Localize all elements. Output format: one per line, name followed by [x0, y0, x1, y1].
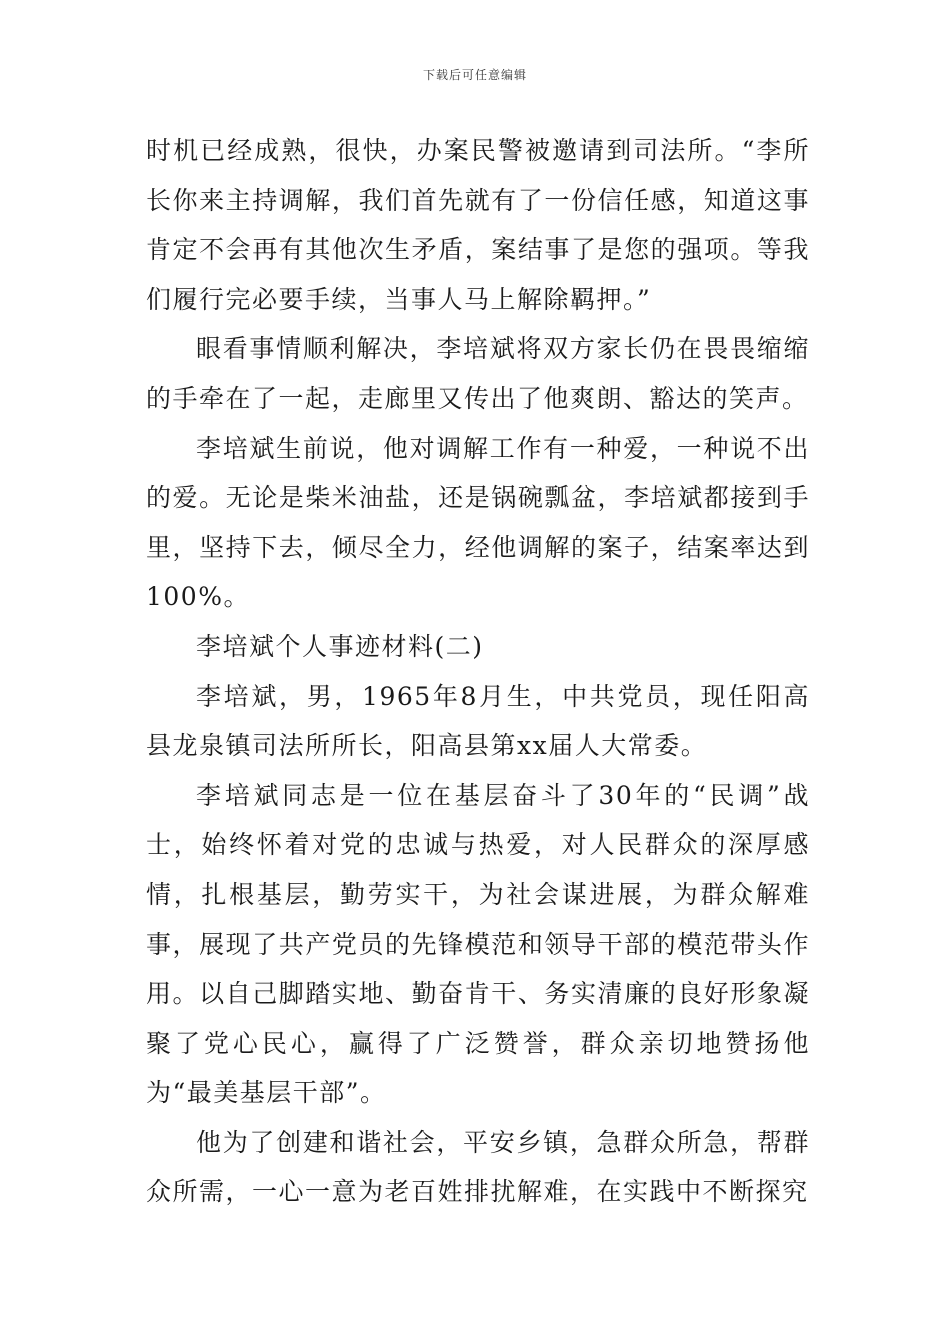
section-heading: 李培斌个人事迹材料(二) [196, 631, 484, 661]
paragraph-4: 李培斌，男，1965年8月生，中共党员，现任阳高县龙泉镇司法所所长，阳高县第xx届人大常委。 [146, 681, 810, 761]
paragraph-3: 李培斌生前说，他对调解工作有一种爱，一种说不出的爱。无论是柴米油盐，还是锅碗瓢盆，李培斌都接到手里，坚持下去，倾尽全力，经他调解的案子，结案率达到100%。 [146, 433, 810, 612]
document-body [146, 126, 810, 1217]
paragraph-5: 李培斌同志是一位在基层奋斗了30年的“民调”战士，始终怀着对党的忠诚与热爱，对人民群众的深厚感情，扎根基层，勤劳实干，为社会谋进展，为群众解难事，展现了共产党员的先锋模范和领导干部的模范带头作用。以自己脚踏实地、勤奋肯干、务实清廉的良好形象凝聚了党心民心，赢得了广泛赞誉，群众亲切地赞扬他为“最美基层干部”。 [146, 780, 810, 1108]
paragraph-2: 眼看事情顺利解决，李培斌将双方家长仍在畏畏缩缩的手牵在了一起，走廊里又传出了他爽朗、豁达的笑声。 [146, 334, 810, 413]
paragraph-6: 他为了创建和谐社会，平安乡镇，急群众所急，帮群众所需，一心一意为老百姓排扰解难，在实践中不断探究 [146, 1127, 810, 1207]
paragraph-1: 时机已经成熟，很快，办案民警被邀请到司法所。“李所长你来主持调解，我们首先就有了一份信任感，知道这事肯定不会再有其他次生矛盾，案结事了是您的强项。等我们履行完必要手续，当事人马上解除羁押。” [146, 136, 810, 314]
page-header: 下载后可任意编辑 [422, 68, 527, 82]
